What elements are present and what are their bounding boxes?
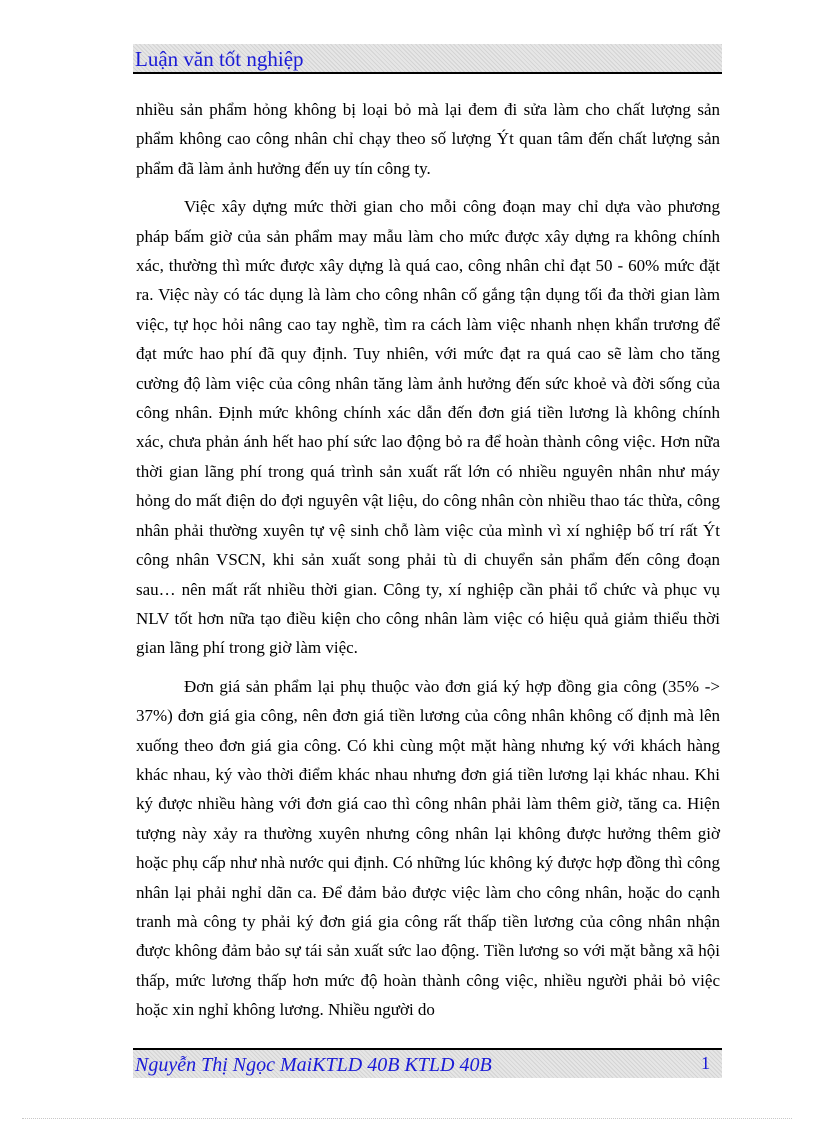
page-header [133,44,722,74]
document-body [136,95,720,1034]
header-title: Luận văn tốt nghiệp [135,47,304,71]
page-number: 1 [701,1053,710,1073]
footer-author: Nguyễn Thị Ngọc MaiKTLD 40B KTLD 40B [135,1054,492,1076]
paragraph: Đơn giá sản phẩm lại phụ thuộc vào đơn giá ký hợp đồng gia công (35% -> 37%) đơn giá gia công, nên đơn giá tiền lương của công nhân không cố định mà lên xuống theo đơn giá gia công. Có khi cùng một mặt hàng nhưng ký với khách hàng khác nhau, ký vào thời điểm khác nhau nhưng đơn giá tiền lương lại khác nhau. Khi ký được nhiều hàng với đơn giá cao thì công nhân phải làm thêm giờ, tăng ca. Hiện tượng này xảy ra thường xuyên nhưng công nhân lại không được hưởng thêm giờ hoặc phụ cấp như nhà nước qui định. Có những lúc không ký được hợp đồng thì công nhân lại phải nghỉ dãn ca. Để đảm bảo được việc làm cho công nhân, hoặc do cạnh tranh mà công ty phải ký đơn giá gia công rất thấp tiền lương của công nhân nhận được không đảm bảo sự tái sản xuất sức lao động. Tiền lương so với mặt bằng xã hội thấp, mức lương thấp hơn mức độ hoàn thành công việc, nhiều người phải bỏ việc hoặc xin nghỉ không lương. Nhiều người do [136,676,720,1020]
page-bottom-divider [22,1118,792,1119]
page-footer [133,1048,722,1078]
paragraph: Việc xây dựng mức thời gian cho mỗi công đoạn may chỉ dựa vào phương pháp bấm giờ của sản phẩm may mẫu làm cho mức được xây dựng ra không chính xác, thường thì mức được xây dựng là quá cao, công nhân chỉ đạt 50 - 60% mức đặt ra. Việc này có tác dụng là làm cho công nhân cố gắng tận dụng tối đa thời gian làm việc, tự học hỏi nâng cao tay nghề, tìm ra cách làm việc nhanh nhẹn khẩn trương để đạt mức hao phí đã quy định. Tuy nhiên, với mức đạt ra quá cao sẽ làm cho tăng cường độ làm việc của công nhân tăng làm ảnh hưởng đến sức khoẻ và đời sống của công nhân. Định mức không chính xác dẫn đến đơn giá tiền lương là không chính xác, chưa phản ánh hết hao phí sức lao động bỏ ra để hoàn thành công việc. Hơn nữa thời gian lãng phí trong quá trình sản xuất rất lớn có nhiều nguyên nhân như máy hỏng do mất điện do đợi nguyên vật liệu, do công nhân còn nhiều thao tác thừa, công nhân phải thường xuyên tự vệ sinh chỗ làm việc của mình vì xí nghiệp bố trí rất Ýt công nhân VSCN, khi sản xuất song phải tù di chuyển sản phẩm đến công đoạn sau… nên mất rất nhiều thời gian. Công ty, xí nghiệp cần phải tổ chức và phục vụ NLV tốt hơn nữa tạo điều kiện cho công nhân làm việc có hiệu quả giảm thiểu thời gian lãng phí trong giờ làm việc. [136,197,720,658]
paragraph: nhiều sản phẩm hỏng không bị loại bỏ mà lại đem đi sửa làm cho chất lượng sản phẩm không cao công nhân chỉ chạy theo số lượng Ýt quan tâm đến chất lượng sản phẩm đã làm ảnh hưởng đến uy tín công ty. [136,100,720,178]
